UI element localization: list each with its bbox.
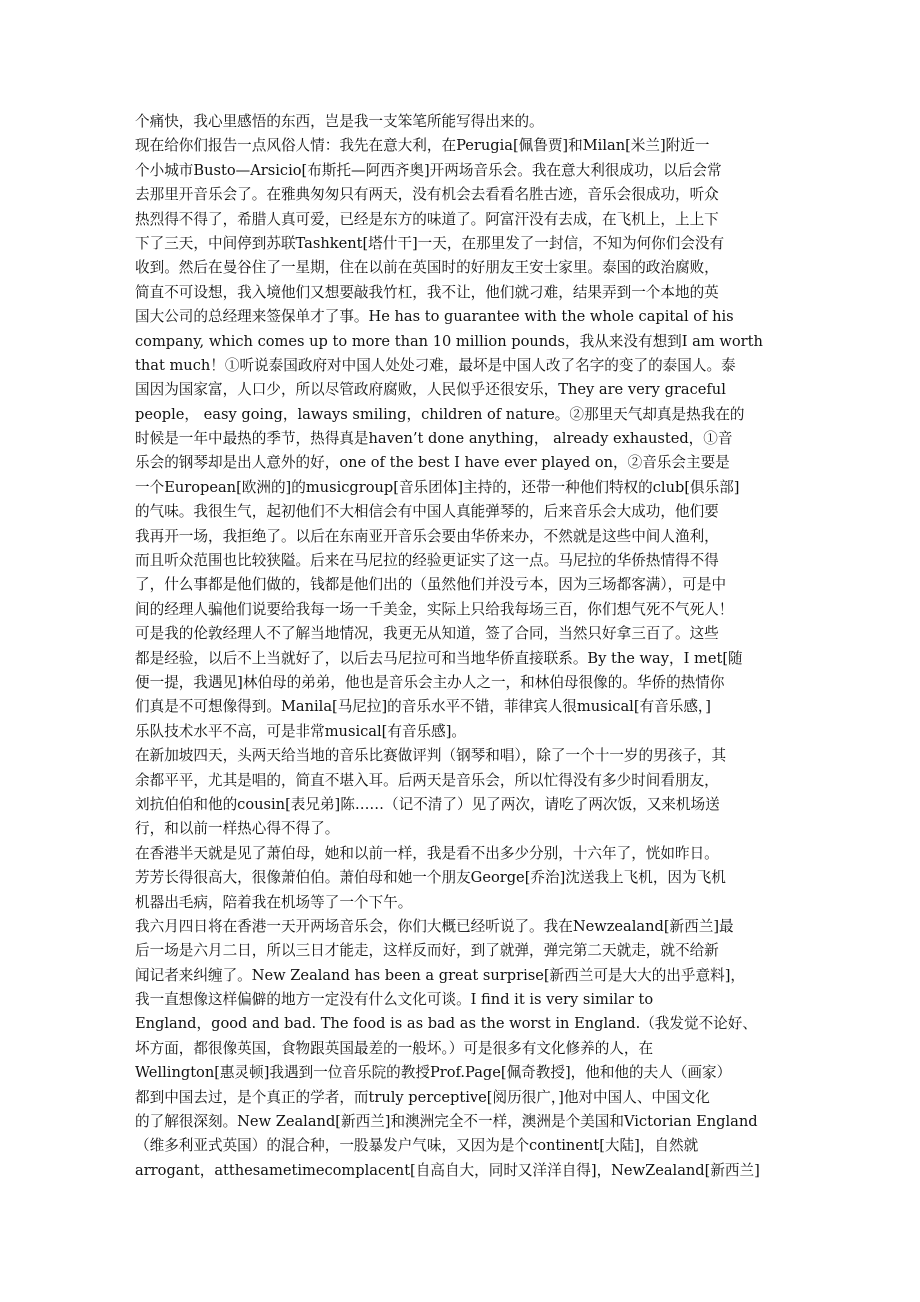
text-line: 了，什么事都是他们做的，钱都是他们出的（虽然他们并没亏本，因为三场都客满），可是中	[135, 576, 727, 594]
text-line: 们真是不可想像得到。Manila[马尼拉]的音乐水平不错，菲律宾人很musical[有音乐感，]	[135, 698, 711, 716]
text-line: 闻记者来纠缠了。New Zealand has been a great surprise[新西兰可是大大的出乎意料]，	[135, 966, 745, 984]
text-line: company, which comes up to more than 10 million pounds，我从来没有想到I am worth	[135, 332, 763, 350]
text-line: 去那里开音乐会了。在雅典匆匆只有两天，没有机会去看看名胜古迹，音乐会很成功，听众	[135, 186, 719, 204]
text-line: 收到。然后在曼谷住了一星期，住在以前在英国时的好朋友王安士家里。泰国的政治腐败，	[135, 259, 719, 277]
text-line: 在香港半天就是见了萧伯母，她和以前一样，我是看不出多少分别，十六年了，恍如昨日。	[135, 844, 719, 862]
text-line: 简直不可设想，我入境他们又想要敲我竹杠，我不让，他们就刁难，结果弄到一个本地的英	[135, 283, 719, 301]
text-line: 在新加坡四天，头两天给当地的音乐比赛做评判（钢琴和唱），除了一个十一岁的男孩子，其	[135, 747, 727, 765]
text-line: people， easy going，laways smiling，children of nature。②那里天气却真是热我在的	[135, 405, 745, 423]
text-line: arrogant，atthesametimecomplacent[自高自大，同时又洋洋自得]，NewZealand[新西兰]	[135, 1161, 760, 1179]
text-line: 的了解很深刻。New Zealand[新西兰]和澳洲完全不一样，澳洲是个美国和Victorian England	[135, 1113, 758, 1131]
text-line: England，good and bad. The food is as bad as the worst in England.（我发觉不论好、	[135, 1015, 757, 1033]
text-line: 而且听众范围也比较狭隘。后来在马尼拉的经验更证实了这一点。马尼拉的华侨热情得不得	[135, 552, 719, 570]
text-line: 后一场是六月二日，所以三日才能走，这样反而好，到了就弹，弹完第二天就走，就不给新	[135, 942, 719, 960]
text-line: 可是我的伦敦经理人不了解当地情况，我更无从知道，签了合同，当然只好拿三百了。这些	[135, 625, 719, 643]
text-line: 时候是一年中最热的季节，热得真是haven’t done anything， already exhausted，①音	[135, 430, 733, 448]
text-line: 现在给你们报告一点风俗人情：我先在意大利，在Perugia[佩鲁贾]和Milan[米兰]附近一	[135, 137, 710, 155]
text-line: 都是经验，以后不上当就好了，以后去马尼拉可和当地华侨直接联系。By the way，I met[随	[135, 649, 743, 667]
text-line: 坏方面，都很像英国，食物跟英国最差的一般坏。）可是很多有文化修养的人，在	[135, 1039, 654, 1057]
text-line: 乐会的钢琴却是出人意外的好，one of the best I have ever played on，②音乐会主要是	[135, 454, 730, 472]
text-line: 乐队技术水平不高，可是非常musical[有音乐感]。	[135, 722, 467, 740]
text-line: 我一直想像这样偏僻的地方一定没有什么文化可谈。I find it is very similar to	[135, 991, 654, 1009]
text-line: 我再开一场，我拒绝了。以后在东南亚开音乐会要由华侨来办，不然就是这些中间人渔利，	[135, 527, 719, 545]
text-line: 热烈得不得了，希腊人真可爱，已经是东方的味道了。阿富汗没有去成，在飞机上，上上下	[135, 210, 719, 228]
text-line: 一个European[欧洲的]的musicgroup[音乐团体]主持的，还带一种他们特权的club[俱乐部]	[135, 478, 740, 496]
text-line: 机器出毛病，陪着我在机场等了一个下午。	[135, 893, 413, 911]
text-line: 间的经理人骗他们说要给我每一场一千美金，实际上只给我每场三百，你们想气死不气死人！	[135, 600, 734, 618]
text-line: 刘抗伯伯和他的cousin[表兄弟]陈……（记不清了）见了两次，请吃了两次饭，又来机场送	[135, 795, 720, 813]
text-line: Wellington[惠灵顿]我遇到一位音乐院的教授Prof.Page[佩奇教授]，他和他的夫人（画家）	[135, 1064, 732, 1082]
text-line: 下了三天，中间停到苏联Tashkent[塔什干]一天，在那里发了一封信，不知为何你们会没有	[135, 234, 725, 252]
text-line: 我六月四日将在香港一天开两场音乐会，你们大概已经听说了。我在Newzealand[新西兰]最	[135, 917, 734, 935]
text-line: 个痛快，我心里感悟的东西，岂是我一支笨笔所能写得出来的。	[135, 113, 544, 130]
document-page	[135, 110, 787, 1183]
text-line: 芳芳长得很高大，很像萧伯伯。萧伯母和她一个朋友George[乔治]沈送我上飞机，因为飞机	[135, 869, 726, 887]
text-line: 个小城市Busto—Arsicio[布斯托—阿西齐奥]开两场音乐会。我在意大利很成功，以后会常	[135, 161, 722, 179]
text-line: 余都平平，尤其是唱的，简直不堪入耳。后两天是音乐会，所以忙得没有多少时间看朋友，	[135, 771, 719, 789]
text-line: 都到中国去过，是个真正的学者，而truly perceptive[阅历很广，]他对中国人、中国文化	[135, 1088, 710, 1106]
text-line: 国大公司的总经理来签保单才了事。He has to guarantee with the whole capital of his	[135, 308, 734, 326]
text-line: （维多利亚式英国）的混合种，一股暴发户气味，又因为是个continent[大陆]，自然就	[135, 1137, 699, 1155]
text-line: 行，和以前一样热心得不得了。	[135, 820, 340, 838]
text-line: 的气味。我很生气，起初他们不大相信会有中国人真能弹琴的，后来音乐会大成功，他们要	[135, 503, 719, 521]
text-line: 便一提，我遇见]林伯母的弟弟，他也是音乐会主办人之一，和林伯母很像的。华侨的热情你	[135, 673, 725, 691]
text-line: that much！①听说泰国政府对中国人处处刁难，最坏是中国人改了名字的变了的泰国人。泰	[135, 356, 736, 374]
text-line: 国因为国家富，人口少，所以尽管政府腐败，人民似乎还很安乐，They are very graceful	[135, 381, 726, 399]
